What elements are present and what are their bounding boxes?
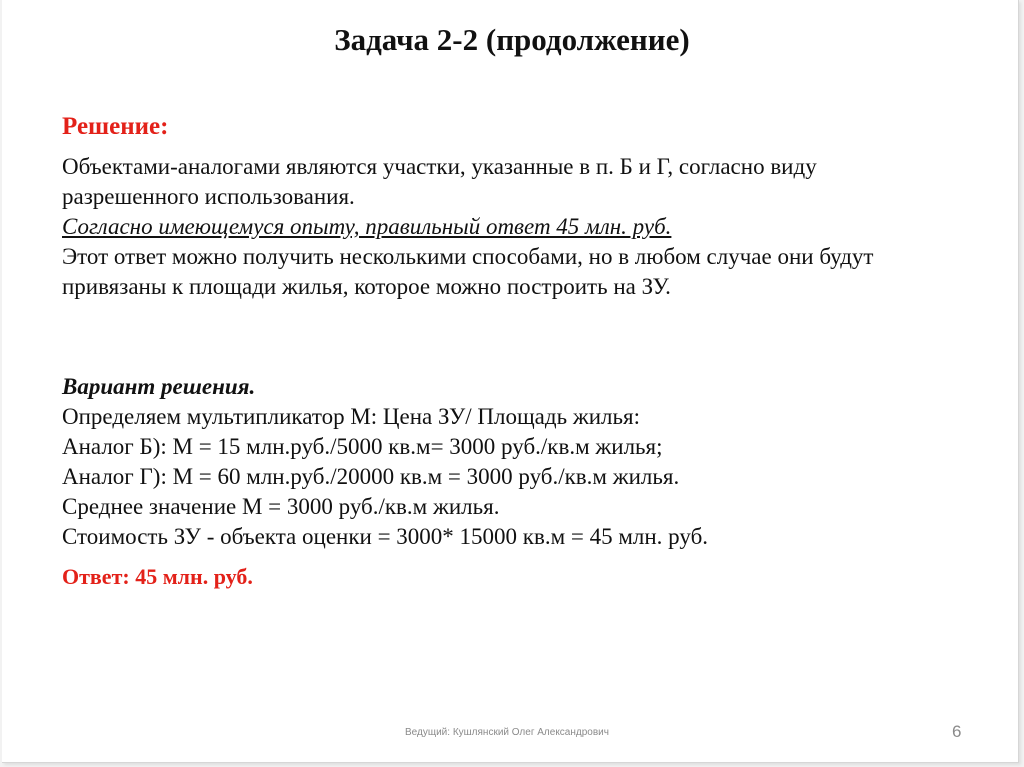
paragraph2-line-2: привязаны к площади жилья, которое можно построить на ЗУ. xyxy=(62,274,671,299)
page-number: 6 xyxy=(952,722,962,741)
experience-line: Согласно имеющемуся опыту, правильный ответ 45 млн. руб. xyxy=(62,214,672,239)
variant-line-3: Аналог Г): М = 60 млн.руб./20000 кв.м = 3000 руб./кв.м жилья. xyxy=(62,464,680,489)
variant-line-4: Среднее значение М = 3000 руб./кв.м жилья. xyxy=(62,494,500,519)
solution-heading: Решение: xyxy=(62,113,169,140)
variant-line-2: Аналог Б): М = 15 млн.руб./5000 кв.м= 3000 руб./кв.м жилья; xyxy=(62,434,663,459)
paragraph1-line-2: разрешенного использования. xyxy=(62,184,355,209)
slide-title: Задача 2-2 (продолжение) xyxy=(334,22,690,57)
paragraph1-line-1: Объектами-аналогами являются участки, указанные в п. Б и Г, согласно виду xyxy=(62,154,817,179)
answer: Ответ: 45 млн. руб. xyxy=(62,564,253,589)
variant-line-5: Стоимость ЗУ - объекта оценки = 3000* 15000 кв.м = 45 млн. руб. xyxy=(62,524,709,549)
paragraph2-line-1: Этот ответ можно получить несколькими способами, но в любом случае они будут xyxy=(62,244,874,269)
variant-heading: Вариант решения. xyxy=(62,374,256,399)
variant-line-1: Определяем мультипликатор М: Цена ЗУ/ Площадь жилья: xyxy=(62,404,640,429)
slide xyxy=(2,0,1019,763)
solution-text-block xyxy=(62,152,873,302)
variant-block xyxy=(62,372,708,552)
footer-presenter: Ведущий: Кушлянский Олег Александрович xyxy=(405,727,609,738)
